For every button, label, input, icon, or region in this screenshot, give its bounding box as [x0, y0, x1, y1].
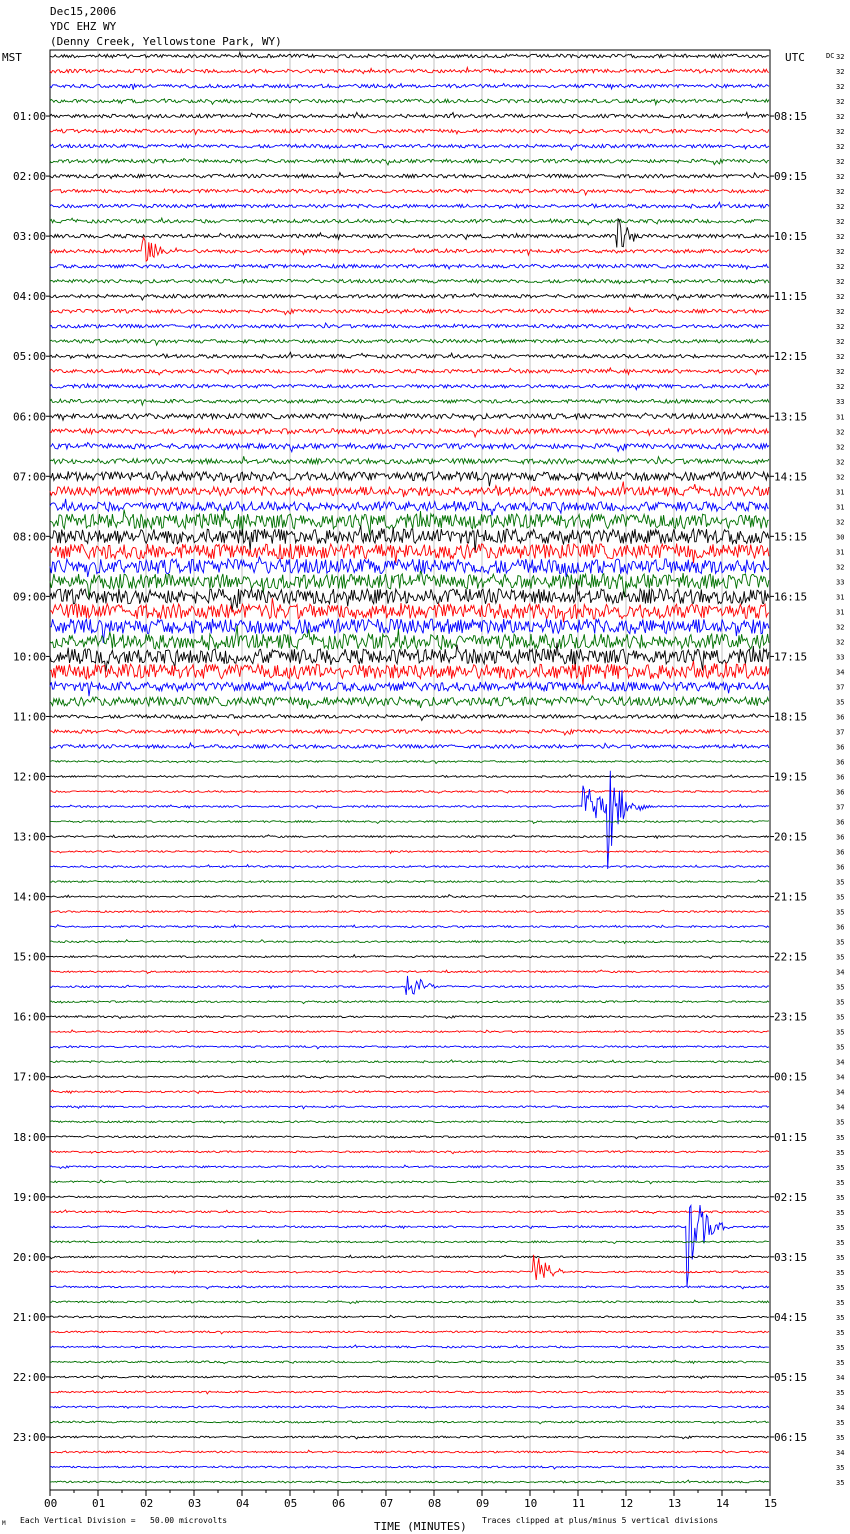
- trace-row-44: [50, 714, 769, 721]
- trace-row-92: [50, 1436, 769, 1439]
- trace-row-71: [50, 1121, 769, 1123]
- trace-row-52: [50, 835, 769, 838]
- trace-row-66: [50, 1046, 769, 1049]
- dc-offset-value: 32: [836, 263, 845, 272]
- trace-row-53: [50, 850, 769, 853]
- utc-hour-label: 12:15: [774, 350, 808, 364]
- dc-offset-value: 32: [836, 203, 845, 212]
- dc-offset-value: 36: [836, 848, 845, 857]
- utc-hour-label: 16:15: [774, 590, 808, 604]
- dc-offset-value: 35: [836, 1328, 845, 1337]
- dc-offset-value: 34: [836, 668, 845, 677]
- mst-hour-label: 20:00: [13, 1250, 47, 1264]
- utc-hour-label: 20:15: [774, 830, 808, 844]
- mst-hour-label: 05:00: [13, 350, 47, 364]
- trace-row-58: [50, 925, 769, 928]
- trace-row-63: [50, 1000, 769, 1003]
- dc-offset-value: 32: [836, 323, 845, 332]
- dc-offset-value: 32: [836, 623, 845, 632]
- trace-row-1: [50, 67, 769, 73]
- x-tick-label: 00: [44, 1497, 58, 1510]
- trace-row-82: [50, 1286, 769, 1289]
- dc-offset-value: 35: [836, 1163, 845, 1172]
- dc-offset-value: 35: [836, 878, 845, 887]
- dc-offset-value: 34: [836, 1373, 845, 1382]
- x-tick-label: 13: [668, 1497, 682, 1510]
- utc-hour-label: 10:15: [774, 230, 808, 244]
- x-axis-label: TIME (MINUTES): [374, 1520, 467, 1533]
- trace-row-20: [50, 352, 769, 358]
- trace-row-94: [50, 1466, 769, 1469]
- utc-hour-label: 21:15: [774, 890, 808, 904]
- dc-offset-value: 32: [836, 338, 845, 347]
- mst-hour-label: 11:00: [13, 710, 47, 724]
- trace-row-46: [50, 743, 769, 748]
- trace-row-91: [50, 1421, 769, 1424]
- x-tick-label: 11: [572, 1497, 586, 1510]
- trace-row-50: [50, 771, 769, 869]
- trace-row-86: [50, 1345, 769, 1348]
- utc-hour-label: 15:15: [774, 530, 808, 544]
- mst-hour-label: 08:00: [13, 530, 47, 544]
- dc-offset-value: 32: [836, 278, 845, 287]
- corner-mark: M: [2, 1520, 6, 1527]
- trace-row-19: [50, 339, 769, 345]
- dc-offset-value: 35: [836, 1313, 845, 1322]
- trace-row-81: [50, 1255, 769, 1280]
- dc-offset-value: 35: [836, 953, 845, 962]
- dc-offset-value: 36: [836, 833, 845, 842]
- dc-offset-value: 36: [836, 773, 845, 782]
- dc-offset-value: 34: [836, 1403, 845, 1412]
- mst-hour-label: 04:00: [13, 290, 47, 304]
- utc-hour-label: 18:15: [774, 710, 808, 724]
- dc-offset-value: 36: [836, 863, 845, 872]
- trace-row-75: [50, 1180, 769, 1184]
- dc-offset-value: 33: [836, 578, 845, 587]
- trace-row-8: [50, 173, 769, 179]
- trace-row-24: [50, 413, 769, 420]
- dc-offset-value: 35: [836, 1148, 845, 1157]
- dc-offset-value: 31: [836, 548, 845, 557]
- dc-offset-value: 32: [836, 173, 845, 182]
- dc-offset-value: 32: [836, 443, 845, 452]
- trace-row-12: [50, 219, 769, 248]
- trace-row-49: [50, 791, 769, 794]
- dc-offset-value: 30: [836, 533, 845, 542]
- trace-row-48: [50, 775, 769, 778]
- utc-hour-label: 23:15: [774, 1010, 808, 1024]
- utc-hour-label: 13:15: [774, 410, 808, 424]
- mst-hour-label: 15:00: [13, 950, 47, 964]
- trace-row-88: [50, 1376, 769, 1379]
- trace-row-9: [50, 189, 769, 195]
- trace-row-69: [50, 1090, 769, 1093]
- x-tick-label: 05: [284, 1497, 298, 1510]
- dc-offset-value: 35: [836, 983, 845, 992]
- trace-row-4: [50, 112, 769, 119]
- dc-offset-value: 32: [836, 563, 845, 572]
- trace-row-76: [50, 1196, 769, 1198]
- dc-offset-value: 35: [836, 1418, 845, 1427]
- trace-row-84: [50, 1315, 769, 1318]
- dc-offset-value: 36: [836, 758, 845, 767]
- dc-offset-value: 32: [836, 218, 845, 227]
- dc-offset-value: 32: [836, 128, 845, 137]
- trace-row-3: [50, 99, 769, 105]
- trace-row-31: [50, 508, 769, 536]
- dc-offset-value: 36: [836, 818, 845, 827]
- dc-offset-value: 32: [836, 458, 845, 467]
- dc-offset-value: 31: [836, 503, 845, 512]
- dc-offset-value: 35: [836, 1479, 845, 1487]
- trace-row-55: [50, 880, 769, 883]
- trace-row-72: [50, 1136, 769, 1139]
- trace-row-70: [50, 1106, 769, 1109]
- dc-offset-value: 32: [836, 143, 845, 152]
- trace-row-22: [50, 384, 769, 390]
- dc-offset-value: 35: [836, 893, 845, 902]
- x-tick-label: 09: [476, 1497, 490, 1510]
- mst-hour-label: 06:00: [13, 410, 47, 424]
- utc-hour-label: 02:15: [774, 1190, 808, 1204]
- trace-row-38: [50, 619, 769, 643]
- dc-offset-value: 35: [836, 1133, 845, 1142]
- dc-offset-value: 32: [836, 68, 845, 77]
- dc-offset-value: 35: [836, 1253, 845, 1262]
- utc-hour-label: 22:15: [774, 950, 808, 964]
- trace-row-89: [50, 1391, 769, 1394]
- mst-hour-label: 12:00: [13, 770, 47, 784]
- dc-offset-value: 32: [836, 53, 845, 61]
- trace-row-33: [50, 544, 769, 564]
- mst-hour-label: 17:00: [13, 1070, 47, 1084]
- trace-row-47: [50, 761, 769, 764]
- dc-offset-value: 34: [836, 968, 845, 977]
- trace-row-26: [50, 443, 769, 452]
- trace-row-74: [50, 1165, 769, 1169]
- trace-row-59: [50, 940, 769, 944]
- dc-offset-value: 35: [836, 1223, 845, 1232]
- trace-row-57: [50, 910, 769, 912]
- trace-row-15: [50, 279, 769, 284]
- mst-hour-label: 18:00: [13, 1130, 47, 1144]
- trace-row-28: [50, 471, 769, 486]
- trace-row-29: [50, 482, 769, 498]
- trace-row-16: [50, 294, 769, 301]
- trace-row-13: [50, 238, 769, 262]
- trace-row-64: [50, 1016, 769, 1019]
- trace-row-56: [50, 895, 769, 898]
- trace-row-39: [50, 625, 769, 650]
- trace-row-11: [50, 218, 769, 225]
- mst-hour-label: 10:00: [13, 650, 47, 664]
- trace-row-40: [50, 643, 769, 672]
- dc-offset-value: 35: [836, 998, 845, 1007]
- trace-row-7: [50, 159, 769, 165]
- x-tick-label: 12: [620, 1497, 634, 1510]
- dc-offset-value: 33: [836, 653, 845, 662]
- trace-row-93: [50, 1450, 769, 1453]
- dc-offset-value: 36: [836, 788, 845, 797]
- trace-row-23: [50, 399, 769, 405]
- trace-row-18: [50, 323, 769, 329]
- mst-hour-label: 09:00: [13, 590, 47, 604]
- dc-label: DC: [826, 52, 835, 60]
- dc-offset-value: 34: [836, 1088, 845, 1097]
- x-tick-label: 15: [764, 1497, 778, 1510]
- utc-hour-label: 05:15: [774, 1370, 808, 1384]
- utc-hour-label: 14:15: [774, 470, 808, 484]
- dc-offset-value: 35: [836, 1388, 845, 1397]
- trace-row-60: [50, 955, 769, 959]
- chart-date: Dec15,2006: [50, 5, 117, 18]
- mst-hour-label: 14:00: [13, 890, 47, 904]
- dc-offset-value: 32: [836, 383, 845, 392]
- dc-offset-value: 34: [836, 1448, 845, 1457]
- trace-row-0: [50, 52, 769, 59]
- utc-hour-label: 09:15: [774, 170, 808, 184]
- station-code: YDC EHZ WY: [50, 20, 117, 33]
- trace-row-17: [50, 308, 769, 315]
- x-tick-label: 14: [716, 1497, 730, 1510]
- dc-offset-value: 36: [836, 743, 845, 752]
- trace-row-68: [50, 1075, 769, 1078]
- station-location: (Denny Creek, Yellowstone Park, WY): [50, 35, 282, 48]
- dc-offset-value: 37: [836, 803, 845, 812]
- dc-offset-value: 35: [836, 1118, 845, 1127]
- trace-row-95: [50, 1480, 769, 1483]
- dc-offset-value: 31: [836, 593, 845, 602]
- dc-offset-value: 36: [836, 923, 845, 932]
- trace-row-67: [50, 1060, 769, 1063]
- trace-row-25: [50, 429, 769, 437]
- trace-row-27: [50, 456, 769, 464]
- mst-hour-label: 02:00: [13, 170, 47, 184]
- trace-row-61: [50, 970, 769, 974]
- dc-offset-value: 35: [836, 1343, 845, 1352]
- trace-row-83: [50, 1300, 769, 1304]
- dc-offset-value: 32: [836, 473, 845, 482]
- dc-offset-value: 32: [836, 368, 845, 377]
- utc-axis-label: UTC: [785, 51, 805, 64]
- x-tick-label: 06: [332, 1497, 346, 1510]
- trace-row-87: [50, 1360, 769, 1363]
- dc-offset-value: 35: [836, 1268, 845, 1277]
- utc-hour-label: 04:15: [774, 1310, 808, 1324]
- trace-row-62: [50, 976, 769, 995]
- dc-offset-value: 32: [836, 248, 845, 257]
- dc-offset-value: 32: [836, 158, 845, 167]
- utc-hour-label: 08:15: [774, 110, 808, 124]
- dc-offset-value: 32: [836, 293, 845, 302]
- dc-offset-value: 34: [836, 1073, 845, 1082]
- dc-offset-value: 35: [836, 908, 845, 917]
- dc-offset-value: 32: [836, 428, 845, 437]
- x-tick-label: 03: [188, 1497, 202, 1510]
- dc-offset-value: 35: [836, 1298, 845, 1307]
- dc-offset-value: 37: [836, 728, 845, 737]
- dc-offset-value: 35: [836, 938, 845, 947]
- utc-hour-label: 01:15: [774, 1130, 808, 1144]
- trace-row-42: [50, 682, 769, 696]
- utc-hour-label: 19:15: [774, 770, 808, 784]
- mst-axis-label: MST: [2, 51, 22, 64]
- dc-offset-value: 32: [836, 308, 845, 317]
- trace-row-80: [50, 1255, 769, 1259]
- mst-hour-label: 23:00: [13, 1430, 47, 1444]
- mst-hour-label: 01:00: [13, 110, 47, 124]
- trace-row-14: [50, 264, 769, 269]
- trace-row-34: [50, 557, 769, 577]
- utc-hour-label: 03:15: [774, 1250, 808, 1264]
- trace-row-10: [50, 202, 769, 208]
- utc-hour-label: 11:15: [774, 290, 808, 304]
- trace-row-77: [50, 1210, 769, 1214]
- dc-offset-value: 31: [836, 608, 845, 617]
- dc-offset-value: 32: [836, 638, 845, 647]
- dc-offset-value: 32: [836, 83, 845, 92]
- mst-hour-label: 22:00: [13, 1370, 47, 1384]
- trace-row-45: [50, 730, 769, 736]
- x-tick-label: 04: [236, 1497, 250, 1510]
- dc-offset-value: 35: [836, 1433, 845, 1442]
- trace-row-36: [50, 582, 769, 611]
- x-tick-label: 01: [92, 1497, 106, 1510]
- dc-offset-value: 35: [836, 1238, 845, 1247]
- dc-offset-value: 32: [836, 353, 845, 362]
- dc-offset-value: 34: [836, 1103, 845, 1112]
- utc-hour-label: 06:15: [774, 1430, 808, 1444]
- mst-hour-label: 19:00: [13, 1190, 47, 1204]
- dc-offset-value: 36: [836, 713, 845, 722]
- trace-row-73: [50, 1151, 769, 1154]
- trace-row-5: [50, 129, 769, 135]
- mst-hour-label: 13:00: [13, 830, 47, 844]
- vertical-division-note: Each Vertical Division = 50.00 microvolts: [20, 1516, 228, 1525]
- mst-hour-label: 03:00: [13, 230, 47, 244]
- dc-offset-value: 35: [836, 1028, 845, 1037]
- utc-hour-label: 17:15: [774, 650, 808, 664]
- trace-row-41: [50, 661, 769, 686]
- dc-offset-value: 35: [836, 1463, 845, 1472]
- dc-offset-value: 35: [836, 1013, 845, 1022]
- dc-offset-value: 35: [836, 698, 845, 707]
- mst-hour-label: 07:00: [13, 470, 47, 484]
- trace-row-85: [50, 1331, 769, 1334]
- mst-hour-label: 21:00: [13, 1310, 47, 1324]
- dc-offset-value: 34: [836, 1058, 845, 1067]
- dc-offset-value: 32: [836, 188, 845, 197]
- dc-offset-value: 35: [836, 1193, 845, 1202]
- dc-offset-value: 35: [836, 1178, 845, 1187]
- x-tick-label: 08: [428, 1497, 442, 1510]
- trace-row-54: [50, 865, 769, 869]
- trace-row-21: [50, 368, 769, 375]
- trace-row-90: [50, 1406, 769, 1409]
- dc-offset-value: 35: [836, 1043, 845, 1052]
- trace-row-51: [50, 821, 769, 824]
- dc-offset-value: 32: [836, 233, 845, 242]
- trace-row-30: [50, 499, 769, 516]
- trace-row-79: [50, 1240, 769, 1244]
- trace-row-43: [50, 696, 769, 709]
- dc-offset-value: 32: [836, 113, 845, 122]
- dc-offset-value: 31: [836, 413, 845, 422]
- x-tick-label: 07: [380, 1497, 394, 1510]
- x-tick-label: 10: [524, 1497, 538, 1510]
- dc-offset-value: 35: [836, 1208, 845, 1217]
- trace-row-2: [50, 84, 769, 90]
- utc-hour-label: 00:15: [774, 1070, 808, 1084]
- clipping-note: Traces clipped at plus/minus 5 vertical divisions: [482, 1516, 719, 1525]
- trace-row-78: [50, 1205, 769, 1286]
- trace-row-65: [50, 1030, 769, 1033]
- dc-offset-value: 37: [836, 683, 845, 692]
- trace-row-6: [50, 144, 769, 150]
- dc-offset-value: 33: [836, 398, 845, 407]
- dc-offset-value: 35: [836, 1283, 845, 1292]
- dc-offset-value: 32: [836, 98, 845, 107]
- dc-offset-value: 35: [836, 1358, 845, 1367]
- x-tick-label: 02: [140, 1497, 154, 1510]
- mst-hour-label: 16:00: [13, 1010, 47, 1024]
- dc-offset-value: 32: [836, 518, 845, 527]
- dc-offset-value: 31: [836, 488, 845, 497]
